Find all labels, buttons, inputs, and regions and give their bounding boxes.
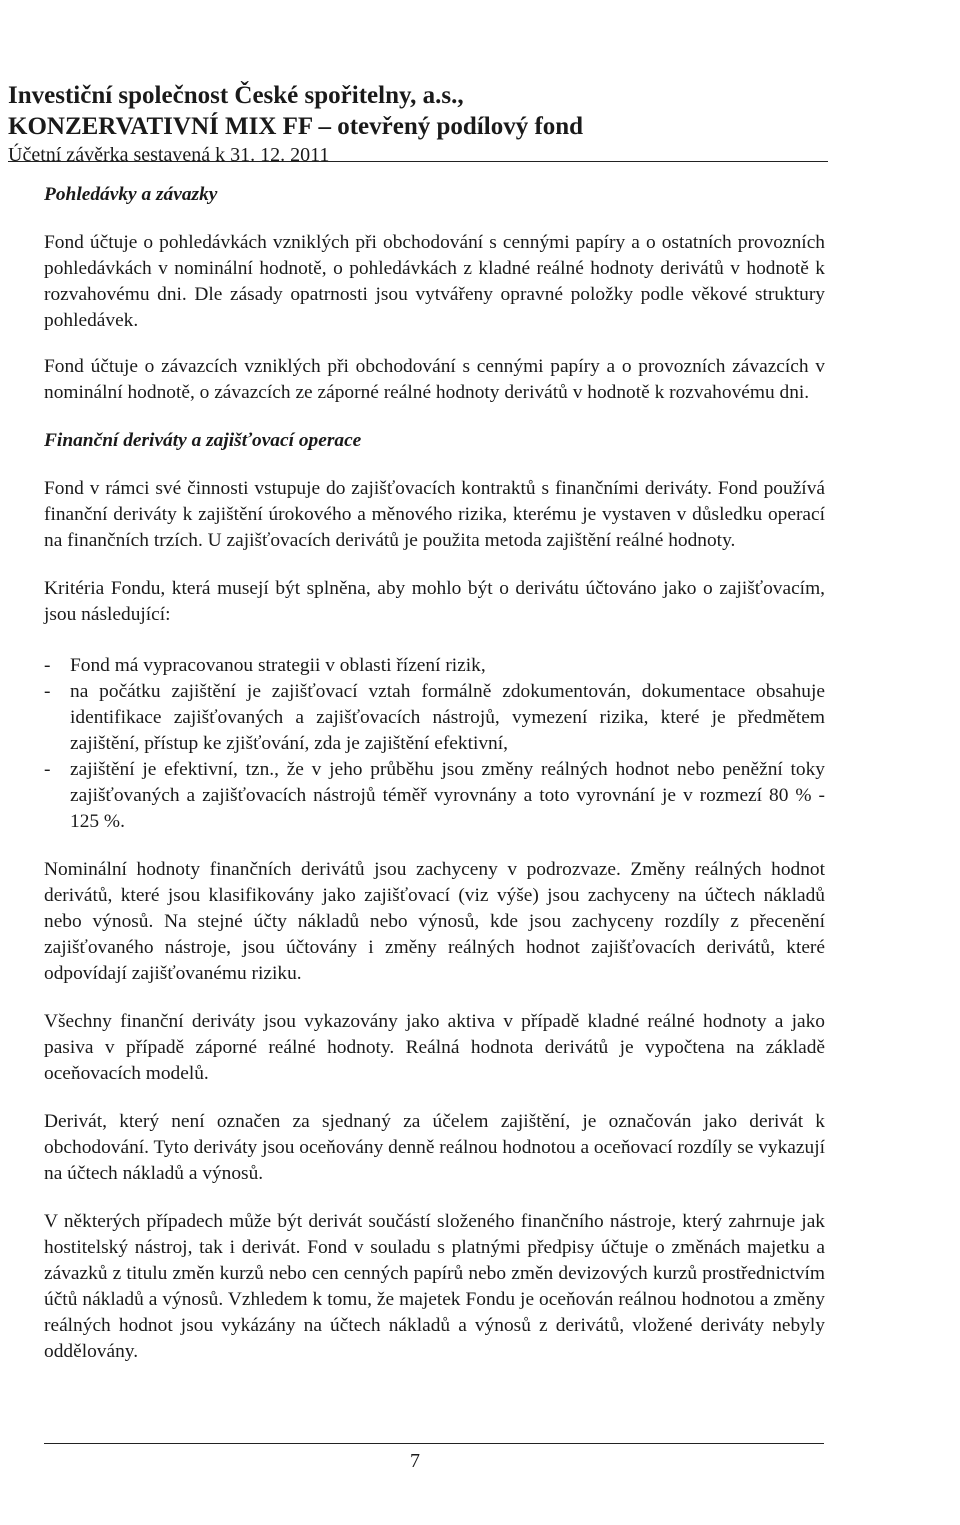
paragraph-embedded-derivatives: V některých případech může být derivát součástí složeného finančního nástroje, který zahrnuje jak hostitelský nástroj, tak i derivát. Fond v souladu s platnými předpisy účtuje o změnách majetku a závazků z titulu změn kurzů nebo cen cenných papírů nebo změn devizových kurzů prostřednictvím účtů nákladů a výnosů. Vzhledem k tomu, že majetek Fondu je oceňován reálnou hodnotou a změny reálných hodnot jsou vykázány na účtech nákladů a výnosů z derivátů, vložené deriváty nebyly oddělovány. xyxy=(44,1211,825,1362)
section-title-receivables: Pohledávky a závazky xyxy=(44,184,218,205)
footer-divider xyxy=(44,1443,824,1444)
fund-name: KONZERVATIVNÍ MIX FF – otevřený podílový fond xyxy=(8,113,584,140)
list-item-text: zajištění je efektivní, tzn., že v jeho průběhu jsou změny reálných hodnot nebo peněžní toky zajišťovaných a zajišťovacích nástrojů téměř vyrovnány a toto vyrovnání je v rozmezí 80 % - 125 %. xyxy=(70,759,825,832)
list-dash: - xyxy=(44,759,51,780)
list-item-text: na počátku zajištění je zajišťovací vztah formálně zdokumentován, dokumentace obsahuje identifikace zajišťovaných a zajišťovacích nástrojů, vymezení rizika, které je předmětem zajištění, přístup ke zjišťování, zda je zajištění efektivní, xyxy=(70,681,825,754)
paragraph-trading-derivative: Derivát, který není označen za sjednaný za účelem zajištění, je označován jako derivát k obchodování. Tyto deriváty jsou oceňovány denně reálnou hodnotou a oceňovací rozdíly se vykazují na účtech nákladů a výnosů. xyxy=(44,1111,825,1184)
statement-date: Účetní závěrka sestavená k 31. 12. 2011 xyxy=(8,144,330,166)
paragraph-assets-liabilities: Všechny finanční deriváty jsou vykazovány jako aktiva v případě kladné reálné hodnoty a jako pasiva v případě záporné reálné hodnoty. Reálná hodnota derivátů je vypočtena na základě oceňovacích modelů. xyxy=(44,1011,825,1084)
page-number: 7 xyxy=(410,1450,420,1472)
section-title-derivatives: Finanční deriváty a zajišťovací operace xyxy=(44,430,362,451)
list-item xyxy=(44,679,825,757)
company-name: Investiční společnost České spořitelny, a.s., xyxy=(8,82,464,109)
list-item xyxy=(44,757,825,835)
criteria-list xyxy=(44,653,825,835)
paragraph-receivables: Fond účtuje o pohledávkách vzniklých při obchodování s cennými papíry a o ostatních provozních pohledávkách v nominální hodnotě, o pohledávkách z kladné reálné hodnoty derivátů v hodnotě k rozvahovému dni. Dle zásady opatrnosti jsou vytvářeny opravné položky podle věkové struktury pohledávek. xyxy=(44,232,825,331)
document-body xyxy=(44,182,825,1365)
list-item-text: Fond má vypracovanou strategii v oblasti řízení rizik, xyxy=(70,655,486,676)
paragraph-hedging-contracts: Fond v rámci své činnosti vstupuje do zajišťovacích kontraktů s finančními deriváty. Fond používá finanční deriváty k zajištění úrokového a měnového rizika, kterému je vystaven v důsledku operací na finančních trzích. U zajišťovacích derivátů je použita metoda zajištění reálné hodnoty. xyxy=(44,478,825,551)
paragraph-criteria-intro: Kritéria Fondu, která musejí být splněna, aby mohlo být o derivátu účtováno jako o zajišťovacím, jsou následující: xyxy=(44,578,825,625)
header-divider xyxy=(8,161,828,162)
list-dash: - xyxy=(44,681,51,702)
paragraph-liabilities: Fond účtuje o závazcích vzniklých při obchodování s cennými papíry a o provozních závazcích v nominální hodnotě, o závazcích ze záporné reálné hodnoty derivátů v hodnotě k rozvahovému dni. xyxy=(44,356,825,403)
document-header xyxy=(8,80,888,168)
list-dash: - xyxy=(44,655,51,676)
list-item xyxy=(44,653,825,679)
paragraph-nominal-values: Nominální hodnoty finančních derivátů jsou zachyceny v podrozvaze. Změny reálných hodnot derivátů, které jsou klasifikovány jako zajišťovací (viz výše) jsou zachyceny na účtech nákladů nebo výnosů. Na stejné účty nákladů nebo výnosů, kde jsou zachyceny rozdíly z přecenění zajišťovaného nástroje, jsou účtovány i změny reálných hodnot zajišťovacích derivátů, které odpovídají zajišťovanému riziku. xyxy=(44,859,825,984)
